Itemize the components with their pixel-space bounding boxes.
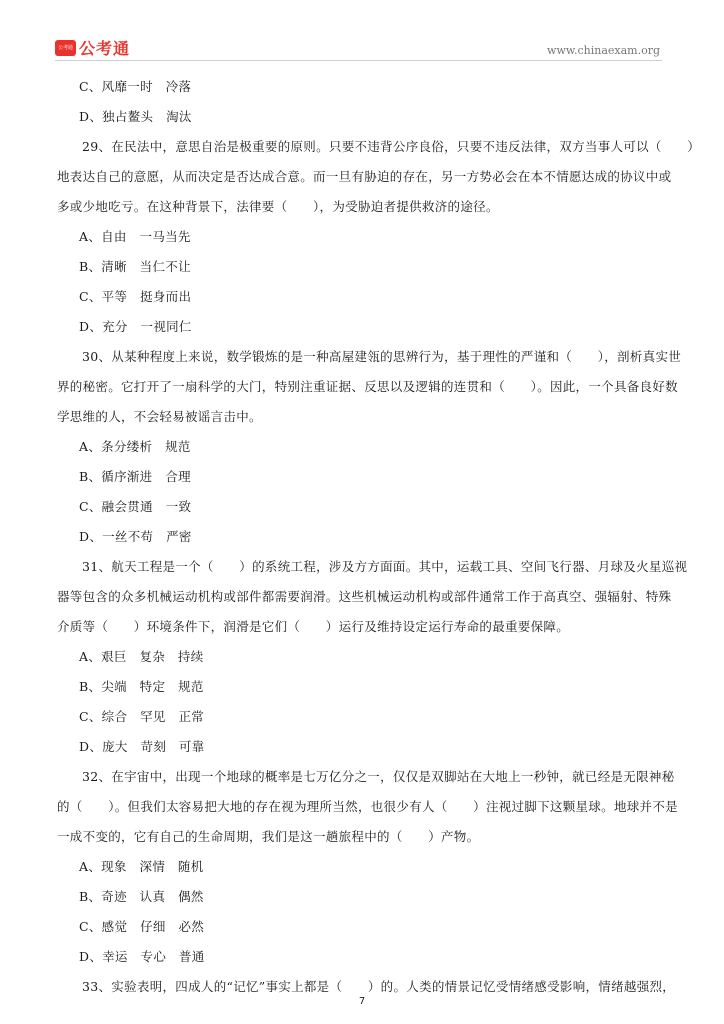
answer-option: C、风靡一时 冷落 — [79, 79, 192, 94]
answer-option: D、独占鳌头 淘汰 — [79, 109, 192, 124]
brand-logo[interactable] — [55, 36, 130, 59]
answer-option: C、融会贯通 一致 — [79, 499, 192, 514]
question-text-line: 33、实验表明，四成人的“记忆”事实上都是（ ）的。人类的情景记忆受情绪感受影响，情绪越强烈， — [82, 979, 676, 994]
question-text-line: 器等包含的众多机械运动机构或部件都需要润滑。这些机械运动机构或部件通常工作于高真空、强辐射、特殊 — [57, 589, 672, 604]
answer-option: C、感觉 仔细 必然 — [79, 919, 205, 934]
answer-option: C、平等 挺身而出 — [79, 289, 192, 304]
question-text-line: 多或少地吃亏。在这种背景下，法律要（ ），为受胁迫者提供救济的途径。 — [57, 199, 499, 214]
question-text-line: 学思维的人，不会轻易被谣言击中。 — [57, 409, 262, 424]
logo-badge-icon: 公考通 — [55, 40, 76, 56]
answer-option: C、综合 罕见 正常 — [79, 709, 205, 724]
question-text-line: 的（ ）。但我们太容易把大地的存在视为理所当然，也很少有人（ ）注视过脚下这颗星球。地球并不是 — [57, 799, 678, 814]
answer-option: A、条分缕析 规范 — [79, 439, 191, 454]
logo-text: 公考通 — [79, 39, 131, 58]
question-text-line: 地表达自己的意愿，从而决定是否达成合意。而一旦有胁迫的存在，另一方势必会在本不情愿达成的协议中或 — [57, 169, 672, 184]
answer-option: B、清晰 当仁不让 — [79, 259, 191, 274]
answer-option: A、艰巨 复杂 持续 — [79, 649, 204, 664]
question-text-line: 31、航天工程是一个（ ）的系统工程，涉及方方面面。其中，运载工具、空间飞行器、月球及火星巡视 — [82, 559, 688, 574]
answer-option: B、奇迹 认真 偶然 — [79, 889, 204, 904]
question-text-line: 30、从某种程度上来说，数学锻炼的是一种高屋建瓴的思辨行为，基于理性的严谨和（ ），剖析真实世 — [82, 349, 682, 364]
question-text-line: 29、在民法中，意思自治是极重要的原则。只要不违背公序良俗，只要不违反法律，双方当事人可以（ ） — [82, 139, 701, 154]
answer-option: A、自由 一马当先 — [79, 229, 191, 244]
question-text-line: 界的秘密。它打开了一扇科学的大门，特别注重证据、反思以及逻辑的连贯和（ ）。因此，一个具备良好数 — [57, 379, 678, 394]
answer-option: D、一丝不苟 严密 — [79, 529, 192, 544]
answer-option: A、现象 深情 随机 — [79, 859, 204, 874]
answer-option: D、庞大 苛刻 可靠 — [79, 739, 205, 754]
question-text-line: 介质等（ ）环境条件下，润滑是它们（ ）运行及维持设定运行寿命的最重要保障。 — [57, 619, 570, 634]
question-text-line: 32、在宇宙中，出现一个地球的概率是七万亿分之一，仅仅是双脚站在大地上一秒钟，就已经是无限神秘 — [82, 769, 675, 784]
answer-option: D、幸运 专心 普通 — [79, 949, 205, 964]
page-number: 7 — [358, 996, 366, 1007]
question-text-line: 一成不变的，它有自己的生命周期，我们是这一趟旅程中的（ ）产物。 — [57, 829, 480, 844]
site-url[interactable]: www.chinaexam.org — [547, 44, 660, 57]
document-body — [57, 72, 701, 1002]
header-divider — [55, 60, 662, 61]
page-header — [0, 0, 724, 62]
answer-option: B、尖端 特定 规范 — [79, 679, 204, 694]
answer-option: B、循序渐进 合理 — [79, 469, 191, 484]
answer-option: D、充分 一视同仁 — [79, 319, 192, 334]
